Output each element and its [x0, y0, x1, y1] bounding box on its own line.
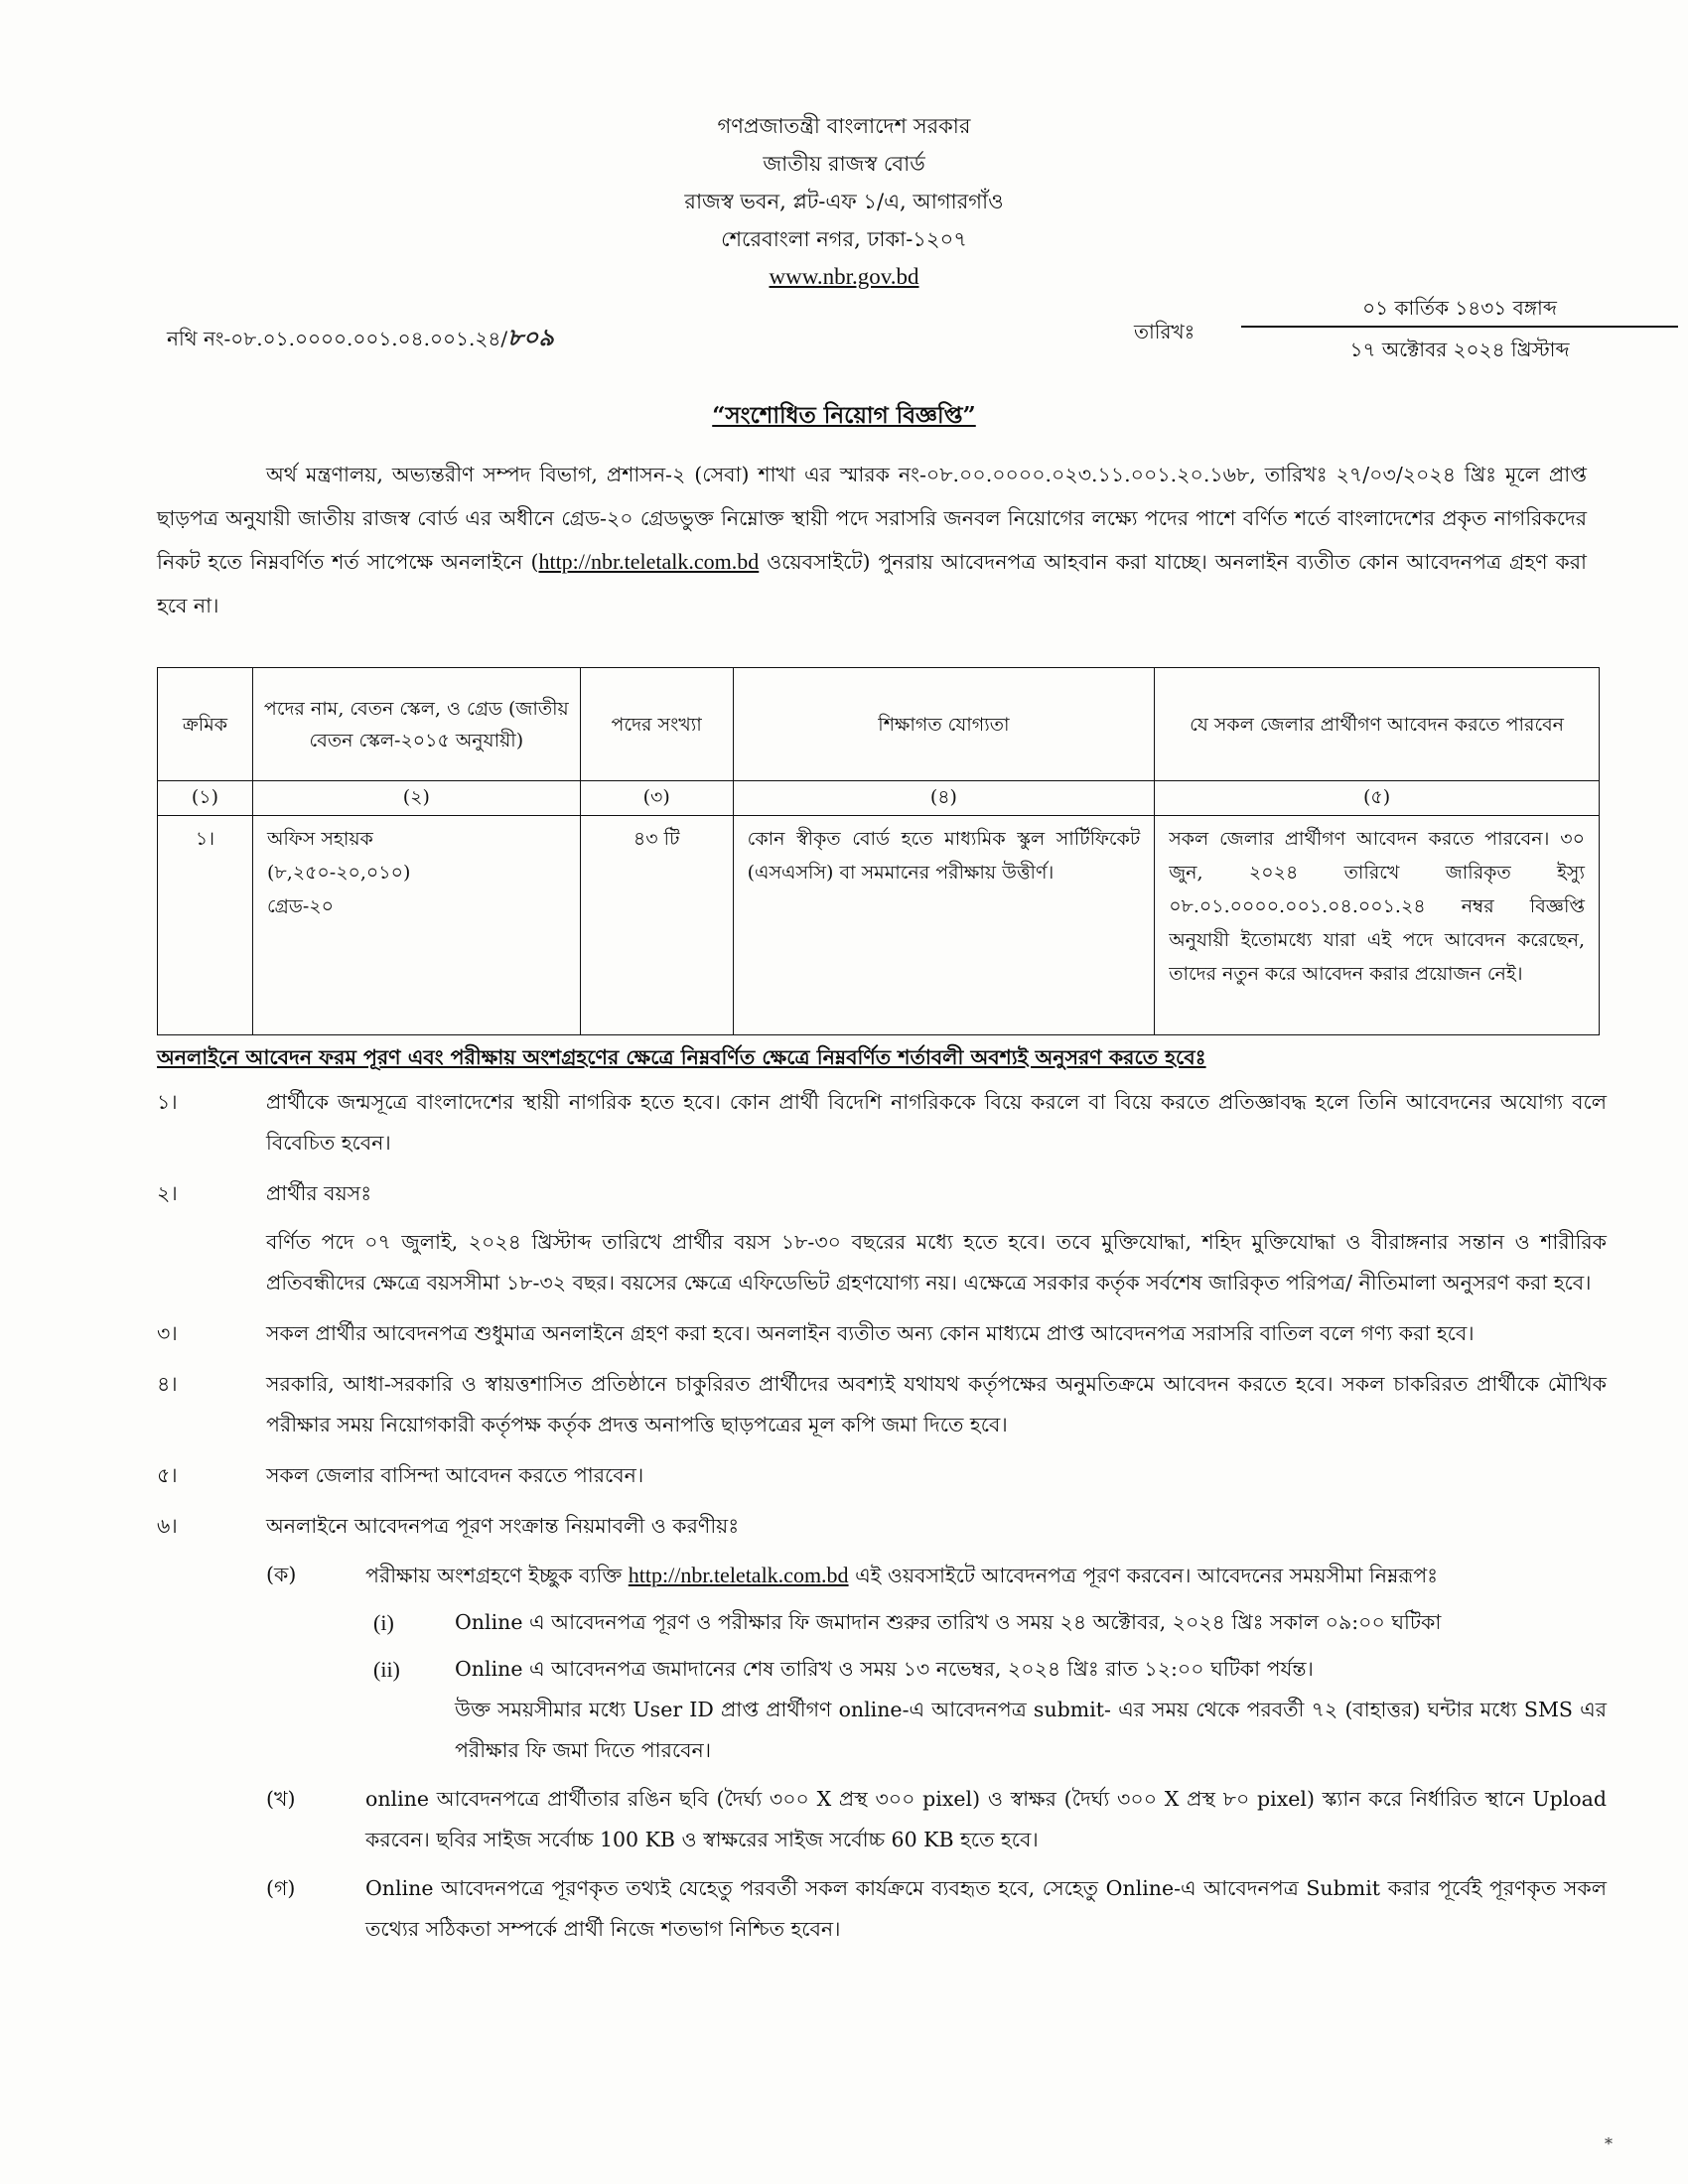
condition-item	[157, 1082, 1607, 1163]
col-header-serial: ক্রমিক	[158, 668, 253, 781]
memo-number	[167, 320, 554, 359]
table-number-row	[158, 781, 1600, 816]
cell-post	[252, 816, 580, 1035]
col-number: (৩)	[580, 781, 733, 816]
cell-qualification: কোন স্বীকৃত বোর্ড হতে মাধ্যমিক স্কুল সার্টিফিকেট (এসএসসি) বা সমমানের পরীক্ষায় উত্তীর্ণ।	[733, 816, 1155, 1035]
board-name: জাতীয় রাজস্ব বোর্ড	[763, 152, 925, 176]
item-text: প্রার্থীর বয়সঃ	[266, 1181, 372, 1205]
post-table	[157, 667, 1600, 1035]
address-line-2: শেরেবাংলা নগর, ঢাকা-১২০৭	[721, 227, 967, 251]
condition-item	[157, 1455, 1607, 1496]
conditions-list	[157, 1082, 1607, 1960]
memo-text: নথি নং-০৮.০১.০০০০.০০১.০৪.০০১.২৪/	[167, 327, 508, 350]
col-number: (৪)	[733, 781, 1155, 816]
condition-item	[157, 1506, 1607, 1950]
date-gregorian: ১৭ অক্টোবর ২০২৪ খ্রিস্টাব্দ	[1349, 338, 1570, 361]
item-number: ১।	[157, 1090, 178, 1114]
sub-item-ga	[266, 1868, 1607, 1950]
cell-districts: সকল জেলার প্রার্থীগণ আবেদন করতে পারবেন। ৩০ জুন, ২০২৪ তারিখে জারিকৃত ইস্যু ০৮.০১.০০০০.০০১.০৪.০০১.২৪ নম্বর বিজ্ঞপ্তি অনুযায়ী ইতোমধ্যে যারা এই পদে আবেদন করেছেন, তাদের নতুন করে আবেদন করার প্রয়োজন নেই।	[1155, 816, 1600, 1035]
item-text: অনলাইনে আবেদনপত্র পূরণ সংক্রান্ত নিয়মাবলী ও করণীয়ঃ	[266, 1514, 740, 1538]
sub-sub-text: Online এ আবেদনপত্র পূরণ ও পরীক্ষার ফি জমাদান শুরুর তারিখ ও সময় ২৪ অক্টোবর, ২০২৪ খ্রিঃ সকাল ০৯:০০ ঘটিকা	[455, 1610, 1442, 1634]
sub-sub-item-ii	[365, 1649, 1607, 1771]
memo-handwritten: ৮০৯	[507, 324, 554, 351]
sub-sub-number: (i)	[373, 1610, 394, 1635]
sub-item-number: (ক)	[266, 1563, 297, 1586]
condition-item	[157, 1364, 1607, 1445]
apply-url[interactable]: http://nbr.teletalk.com.bd	[628, 1563, 849, 1587]
sub-item-kha	[266, 1779, 1607, 1860]
address-line-1: রাজস্ব ভবন, প্লট-এফ ১/এ, আগারগাঁও	[684, 190, 1004, 213]
notice-title: “সংশোধিত নিয়োগ বিজ্ঞপ্তি”	[712, 402, 976, 429]
table-header-row	[158, 668, 1600, 781]
item-text: সকল জেলার বাসিন্দা আবেদন করতে পারবেন।	[266, 1463, 644, 1487]
date-bangla: ০১ কার্তিক ১৪৩১ বঙ্গাব্দ	[1241, 294, 1678, 328]
sub-sub-number: (ii)	[373, 1657, 400, 1682]
cell-serial: ১।	[158, 816, 253, 1035]
col-number: (৫)	[1155, 781, 1600, 816]
pay-scale: (৮,২৫০-২০,০১০)	[266, 862, 411, 884]
sub-item-text: online আবেদনপত্রে প্রার্থীতার রঙিন ছবি (দৈর্ঘ্য ৩০০ X প্রস্থ ৩০০ pixel) ও স্বাক্ষর (দৈর্ঘ্য ৩০০ X প্রস্থ ৮০ pixel) স্ক্যান করে নির্ধারিত স্থানে Upload করবেন। ছবির সাইজ সর্বোচ্চ 100 KB ও স্বাক্ষরের সাইজ সর্বোচ্চ 60 KB হতে হবে।	[365, 1787, 1607, 1851]
sub-item-number: (খ)	[266, 1787, 296, 1811]
col-header-districts: যে সকল জেলার প্রার্থীগণ আবেদন করতে পারবেন	[1155, 668, 1600, 781]
condition-item	[157, 1173, 1607, 1303]
sub-item-ka	[266, 1555, 1607, 1771]
col-header-count: পদের সংখ্যা	[580, 668, 733, 781]
table-row	[158, 816, 1600, 1035]
item-number: ৪।	[157, 1372, 178, 1396]
sub-sub-item-i	[365, 1602, 1607, 1643]
sub-sub-text: Online এ আবেদনপত্র জমাদানের শেষ তারিখ ও সময় ১৩ নভেম্বর, ২০২৪ খ্রিঃ রাত ১২:০০ ঘটিকা পর্যন্ত।	[455, 1657, 1314, 1681]
date-label: তারিখঃ	[1134, 320, 1196, 343]
intro-text: অর্থ মন্ত্রণালয়, অভ্যন্তরীণ সম্পদ বিভাগ, প্রশাসন-২ (সেবা) শাখা এর স্মারক নং-০৮.০০.০০০০.০২৩.১১.০০১.২০.১৬৮, তারিখঃ ২৭/০৩/২০২৪ খ্রিঃ মূলে প্রাপ্ত ছাড়পত্র অনুযায়ী জাতীয় রাজস্ব বোর্ড এর অধীনে গ্রেড-২০ গ্রেডভুক্ত নিম্নোক্ত স্থায়ী পদে সরাসরি জনবল নিয়োগের লক্ষ্যে পদের পাশে বর্ণিত শর্তে বাংলাদেশের প্রকৃত নাগরিকদের নিকট হতে নিম্নবর্ণিত শর্ত সাপেক্ষে অনলাইনে (	[157, 463, 1587, 574]
col-header-post: পদের নাম, বেতন স্কেল, ও গ্রেড (জাতীয় বেতন স্কেল-২০১৫ অনুযায়ী)	[252, 668, 580, 781]
intro-paragraph	[157, 453, 1587, 627]
item-text: সকল প্রার্থীর আবেদনপত্র শুধুমাত্র অনলাইনে গ্রহণ করা হবে। অনলাইন ব্যতীত অন্য কোন মাধ্যমে প্রাপ্ত আবেদনপত্র সরাসরি বাতিল বলে গণ্য করা হবে।	[266, 1321, 1475, 1345]
page-mark: *	[1605, 2134, 1613, 2153]
col-header-qualification: শিক্ষাগত যোগ্যতা	[733, 668, 1155, 781]
item-number: ৩।	[157, 1321, 178, 1345]
col-number: (২)	[252, 781, 580, 816]
sub-sub-text-2: উক্ত সময়সীমার মধ্যে User ID প্রাপ্ত প্রার্থীগণ online-এ আবেদনপত্র submit- এর সময় থেকে পরবর্তী ৭২ (বাহাত্তর) ঘন্টার মধ্যে SMS এর পরীক্ষার ফি জমা দিতে পারবেন।	[455, 1698, 1607, 1762]
condition-item	[157, 1313, 1607, 1354]
intro-url[interactable]: http://nbr.teletalk.com.bd	[538, 549, 760, 574]
sub-item-text: Online আবেদনপত্রে পূরণকৃত তথ্যই যেহেতু পরবর্তী সকল কার্যক্রমে ব্যবহৃত হবে, সেহেতু Online-এ আবেদনপত্র Submit করার পূর্বেই পূরণকৃত সকল তথ্যের সঠিকতা সম্পর্কে প্রার্থী নিজে শতভাগ নিশ্চিত হবেন।	[365, 1876, 1607, 1941]
sub-item-text: পরীক্ষায় অংশগ্রহণে ইচ্ছুক ব্যক্তি	[365, 1564, 629, 1587]
conditions-heading: অনলাইনে আবেদন ফরম পূরণ এবং পরীক্ষায় অংশগ্রহণের ক্ষেত্রে নিম্নবর্ণিত ক্ষেত্রে নিম্নবর্ণিত শর্তাবলী অবশ্যই অনুসরণ করতে হবেঃ	[157, 1045, 1206, 1069]
govt-name: গণপ্রজাতন্ত্রী বাংলাদেশ সরকার	[717, 114, 971, 138]
post-name: অফিস সহায়ক	[266, 828, 373, 850]
item-text: সরকারি, আধা-সরকারি ও স্বায়ত্তশাসিত প্রতিষ্ঠানে চাকুরিরত প্রার্থীদের অবশ্যই যথাযথ কর্তৃপক্ষের অনুমতিক্রমে আবেদন করতে হবে। সকল চাকরিরত প্রার্থীকে মৌখিক পরীক্ষার সময় নিয়োগকারী কর্তৃপক্ষ কর্তৃক প্রদত্ত অনাপত্তি ছাড়পত্রের মূল কপি জমা দিতে হবে।	[266, 1372, 1607, 1436]
letterhead	[0, 107, 1688, 296]
item-detail: বর্ণিত পদে ০৭ জুলাই, ২০২৪ খ্রিস্টাব্দ তারিখে প্রার্থীর বয়স ১৮-৩০ বছরের মধ্যে হতে হবে। তবে মুক্তিযোদ্ধা, শহিদ মুক্তিযোদ্ধা ও বীরাঙ্গনার সন্তান ও শারীরিক প্রতিবন্ধীদের ক্ষেত্রে বয়সসীমা ১৮-৩২ বছর। বয়সের ক্ষেত্রে এফিডেভিট গ্রহণযোগ্য নয়। এক্ষেত্রে সরকার কর্তৃক সর্বশেষ জারিকৃত পরিপত্র/ নীতিমালা অনুসরণ করা হবে।	[266, 1230, 1607, 1295]
intro-text-end: ওয়েবসাইটে) পুনরায় আবেদনপত্র আহবান করা যাচ্ছে। অনলাইন ব্যতীত কোন আবেদনপত্র গ্রহণ করা হবে না।	[157, 550, 1587, 617]
website-link[interactable]: www.nbr.gov.bd	[769, 264, 919, 289]
cell-count: ৪৩ টি	[580, 816, 733, 1035]
grade: গ্রেড-২০	[266, 895, 335, 917]
col-number: (১)	[158, 781, 253, 816]
sub-item-text-end: এই ওয়বসাইটে আবেদনপত্র পূরণ করবেন। আবেদনের সময়সীমা নিম্নরূপঃ	[848, 1564, 1439, 1587]
item-number: ৬।	[157, 1514, 178, 1538]
item-number: ২।	[157, 1181, 178, 1205]
sub-item-number: (গ)	[266, 1876, 296, 1900]
item-text: প্রার্থীকে জন্মসূত্রে বাংলাদেশের স্থায়ী নাগরিক হতে হবে। কোন প্রার্থী বিদেশি নাগরিককে বিয়ে করলে বা বিয়ে করতে প্রতিজ্ঞাবদ্ধ হলে তিনি আবেদনের অযোগ্য বলে বিবেচিত হবেন।	[266, 1090, 1607, 1155]
item-number: ৫।	[157, 1463, 178, 1487]
